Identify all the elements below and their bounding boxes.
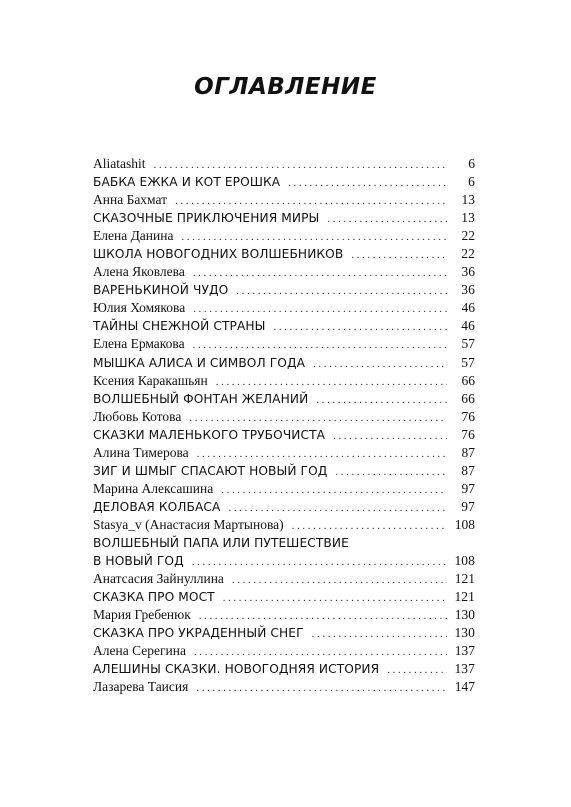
author-name: Юлия Хомякова bbox=[93, 300, 186, 316]
page-number: 87 bbox=[461, 444, 475, 460]
toc-author-entry bbox=[93, 606, 475, 624]
toc-author-entry bbox=[93, 299, 475, 317]
dot-leader bbox=[333, 427, 447, 445]
dot-leader bbox=[387, 661, 447, 679]
dot-leader bbox=[154, 156, 448, 174]
page-number: 57 bbox=[461, 336, 475, 352]
author-name: Алена Яковлева bbox=[93, 264, 185, 280]
page-number: 97 bbox=[461, 480, 475, 496]
toc-author-entry bbox=[93, 227, 475, 245]
author-name: Алена Серегина bbox=[93, 643, 186, 659]
toc-story-entry bbox=[93, 281, 475, 299]
toc-author-entry bbox=[93, 516, 475, 534]
toc-author-entry bbox=[93, 570, 475, 588]
toc-story-entry bbox=[93, 624, 475, 642]
dot-leader bbox=[193, 264, 447, 282]
toc-story-entry bbox=[93, 173, 475, 191]
dot-leader bbox=[316, 391, 447, 409]
page-number: 121 bbox=[454, 589, 475, 605]
page-number: 147 bbox=[454, 679, 475, 695]
author-name: Мария Гребенюк bbox=[93, 607, 191, 623]
author-name: Анна Бахмат bbox=[93, 192, 168, 208]
page-number: 137 bbox=[454, 643, 475, 659]
toc-story-entry bbox=[93, 426, 475, 444]
story-title: ВОЛШЕБНЫЙ ФОНТАН ЖЕЛАНИЙ bbox=[93, 391, 309, 406]
story-title: ВОЛШЕБНЫЙ ПАПА ИЛИ ПУТЕШЕСТВИЕ bbox=[93, 535, 349, 550]
author-name: Aliatashit bbox=[93, 156, 146, 171]
story-title: БАБКА ЕЖКА И КОТ ЕРОШКА bbox=[93, 175, 281, 190]
toc-author-entry bbox=[93, 480, 475, 498]
story-title: ДЕЛОВАЯ КОЛБАСА bbox=[93, 499, 221, 514]
page-number: 22 bbox=[461, 228, 475, 244]
toc-story-entry bbox=[93, 498, 475, 516]
dot-leader bbox=[216, 373, 447, 391]
dot-leader bbox=[228, 499, 447, 517]
toc-story-entry bbox=[93, 588, 475, 606]
dot-leader bbox=[193, 336, 447, 354]
page-number: 66 bbox=[461, 372, 475, 388]
author-name: Любовь Котова bbox=[93, 408, 182, 424]
story-title: ШКОЛА НОВОГОДНИХ ВОЛШЕБНИКОВ bbox=[93, 247, 344, 262]
dot-leader bbox=[327, 210, 447, 228]
story-title: СКАЗКИ МАЛЕНЬКОГО ТРУБОЧИСТА bbox=[93, 427, 326, 442]
author-name: Ксения Каракашьян bbox=[93, 372, 208, 388]
dot-leader bbox=[189, 409, 447, 427]
page-number: 130 bbox=[454, 607, 475, 623]
dot-leader bbox=[199, 607, 447, 625]
page-number: 87 bbox=[461, 462, 475, 478]
dot-leader bbox=[313, 355, 447, 373]
toc-author-entry bbox=[93, 372, 475, 390]
toc-story-entry bbox=[93, 245, 475, 263]
dot-leader bbox=[236, 282, 447, 300]
page-number: 66 bbox=[461, 390, 475, 406]
dot-leader bbox=[192, 553, 447, 571]
dot-leader bbox=[196, 679, 447, 697]
page-number: 36 bbox=[461, 264, 475, 280]
toc-author-entry bbox=[93, 155, 475, 173]
toc-author-entry bbox=[93, 444, 475, 462]
dot-leader bbox=[335, 463, 447, 481]
page-title: ОГЛАВЛЕНИЕ bbox=[194, 74, 377, 100]
story-title: СКАЗОЧНЫЕ ПРИКЛЮЧЕНИЯ МИРЫ bbox=[93, 211, 320, 226]
page-number: 121 bbox=[454, 571, 475, 587]
author-name: Stasya_v (Анастасия Мартынова) bbox=[93, 516, 284, 532]
page-number: 22 bbox=[461, 246, 475, 262]
toc-story-entry bbox=[93, 462, 475, 480]
dot-leader bbox=[194, 643, 447, 661]
author-name: Анатсасия Зайнуллина bbox=[93, 571, 224, 587]
author-name: Елена Данина bbox=[93, 228, 174, 244]
dot-leader bbox=[223, 589, 447, 607]
page-number: 137 bbox=[454, 661, 475, 677]
story-title: СКАЗКА ПРО УКРАДЕННЫЙ СНЕГ bbox=[93, 626, 304, 641]
toc-story-entry bbox=[93, 552, 475, 570]
toc-story-entry bbox=[93, 354, 475, 372]
author-name: Лазарева Таисия bbox=[93, 679, 189, 695]
toc-author-entry bbox=[93, 678, 475, 696]
dot-leader bbox=[221, 481, 447, 499]
toc-author-entry bbox=[93, 263, 475, 281]
author-name: Марина Алексашина bbox=[93, 480, 214, 496]
dot-leader bbox=[181, 228, 447, 246]
page-number: 130 bbox=[454, 625, 475, 641]
toc-author-entry bbox=[93, 408, 475, 426]
story-title: АЛЕШИНЫ СКАЗКИ. НОВОГОДНЯЯ ИСТОРИЯ bbox=[93, 662, 380, 677]
story-title: ВАРЕНЬКИНОЙ ЧУДО bbox=[93, 283, 229, 298]
author-name: Елена Ермакова bbox=[93, 336, 185, 352]
dot-leader bbox=[288, 174, 447, 192]
dot-leader bbox=[351, 246, 447, 264]
dot-leader bbox=[274, 318, 448, 336]
toc-story-entry bbox=[93, 317, 475, 335]
author-name: Алина Тимерова bbox=[93, 444, 189, 460]
page-number: 108 bbox=[454, 553, 475, 569]
story-title: СКАЗКА ПРО МОСТ bbox=[93, 590, 215, 605]
toc-author-entry bbox=[93, 191, 475, 209]
table-of-contents bbox=[93, 155, 475, 696]
dot-leader bbox=[292, 517, 447, 535]
page-number: 36 bbox=[461, 282, 475, 298]
page-number: 6 bbox=[468, 174, 475, 190]
story-title: В НОВЫЙ ГОД bbox=[93, 554, 184, 569]
dot-leader bbox=[312, 625, 447, 643]
page-number: 57 bbox=[461, 354, 475, 370]
page-number: 46 bbox=[461, 318, 475, 334]
page-number: 76 bbox=[461, 408, 475, 424]
page-number: 76 bbox=[461, 426, 475, 442]
page-number: 6 bbox=[468, 156, 475, 171]
toc-story-entry bbox=[93, 209, 475, 227]
story-title: ЗИГ И ШМЫГ СПАСАЮТ НОВЫЙ ГОД bbox=[93, 463, 328, 478]
page-number: 13 bbox=[461, 210, 475, 226]
page-number: 108 bbox=[454, 516, 475, 532]
story-title: МЫШКА АЛИСА И СИМВОЛ ГОДА bbox=[93, 355, 306, 370]
dot-leader bbox=[197, 445, 447, 463]
toc-story-entry bbox=[93, 390, 475, 408]
page-number: 97 bbox=[461, 498, 475, 514]
toc-author-entry bbox=[93, 642, 475, 660]
page-number: 46 bbox=[461, 300, 475, 316]
toc-story-entry bbox=[93, 660, 475, 678]
dot-leader bbox=[193, 300, 447, 318]
story-title: ТАЙНЫ СНЕЖНОЙ СТРАНЫ bbox=[93, 319, 266, 334]
toc-story-entry bbox=[93, 534, 475, 552]
toc-author-entry bbox=[93, 335, 475, 353]
page-number: 13 bbox=[461, 192, 475, 208]
dot-leader bbox=[232, 571, 447, 589]
dot-leader bbox=[175, 192, 447, 210]
